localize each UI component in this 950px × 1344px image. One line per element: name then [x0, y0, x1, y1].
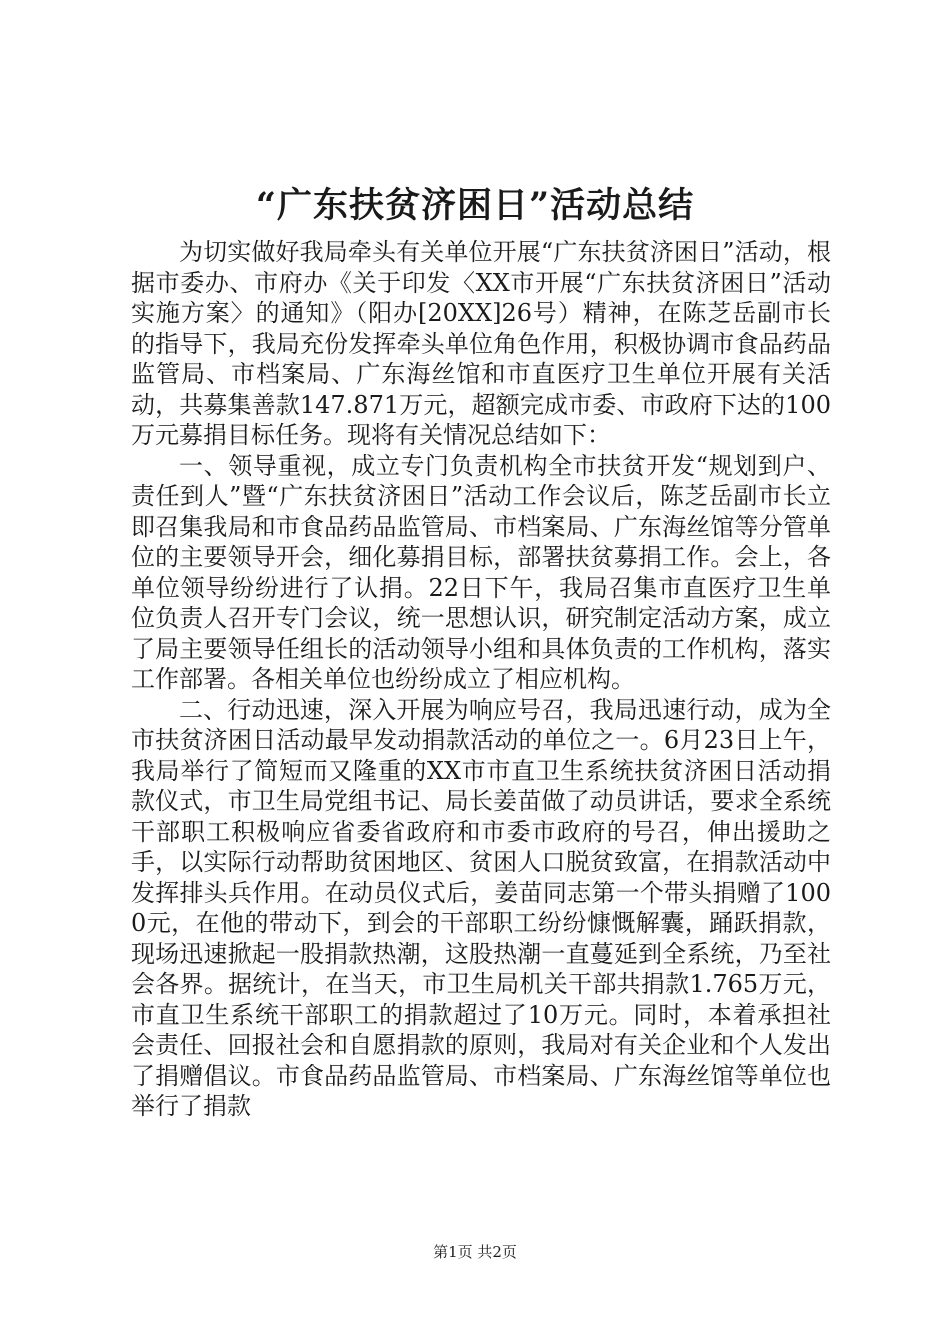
page-indicator: 第1页 共2页 — [433, 1243, 517, 1261]
paragraph-section-1: 一、领导重视，成立专门负责机构全市扶贫开发“规划到户、责任到人”暨“广东扶贫济困日”活动工作会议后，陈芝岳副市长立即召集我局和市食品药品监管局、市档案局、广东海丝馆等分管单位的主要领导开会，细化募捐目标，部署扶贫募捐工作。会上，各单位领导纷纷进行了认捐。22日下午，我局召集市直医疗卫生单位负责人召开专门会议，统一思想认识，研究制定活动方案，成立了局主要领导任组长的活动领导小组和具体负责的工作机构，落实工作部署。各相关单位也纷纷成立了相应机构。 — [131, 451, 831, 693]
paragraph-section-2: 二、行动迅速，深入开展为响应号召，我局迅速行动，成为全市扶贫济困日活动最早发动捐款活动的单位之一。6月23日上午，我局举行了简短而又隆重的XX市市直卫生系统扶贫济困日活动捐款仪式，市卫生局党组书记、局长姜苗做了动员讲话，要求全系统干部职工积极响应省委省政府和市委市政府的号召，伸出援助之手，以实际行动帮助贫困地区、贫困人口脱贫致富，在捐款活动中发挥排头兵作用。在动员仪式后，姜苗同志第一个带头捐赠了1000元，在他的带动下，到会的干部职工纷纷慷慨解囊，踊跃捐款，现场迅速掀起一股捐款热潮，这股热潮一直蔓延到全系统，乃至社会各界。据统计，在当天，市卫生局机关干部共捐款1.765万元，市直卫生系统干部职工的捐款超过了10万元。同时，本着承担社会责任、回报社会和自愿捐款的原则，我局对有关企业和个人发出了捐赠倡议。市食品药品监管局、市档案局、广东海丝馆等单位也举行了捐款 — [131, 695, 831, 1120]
page-footer — [0, 1242, 950, 1262]
document-title: “广东扶贫济困日”活动总结 — [255, 185, 695, 226]
paragraph-intro: 为切实做好我局牵头有关单位开展“广东扶贫济困日”活动，根据市委办、市府办《关于印发〈XX市开展“广东扶贫济困日”活动实施方案〉的通知》（阳办[20XX]26号）精神，在陈芝岳副市长的指导下，我局充份发挥牵头单位角色作用，积极协调市食品药品监管局、市档案局、广东海丝馆和市直医疗卫生单位开展有关活动，共募集善款147.871万元，超额完成市委、市政府下达的100万元募捐目标任务。现将有关情况总结如下： — [131, 238, 831, 449]
document-body — [131, 237, 831, 1122]
